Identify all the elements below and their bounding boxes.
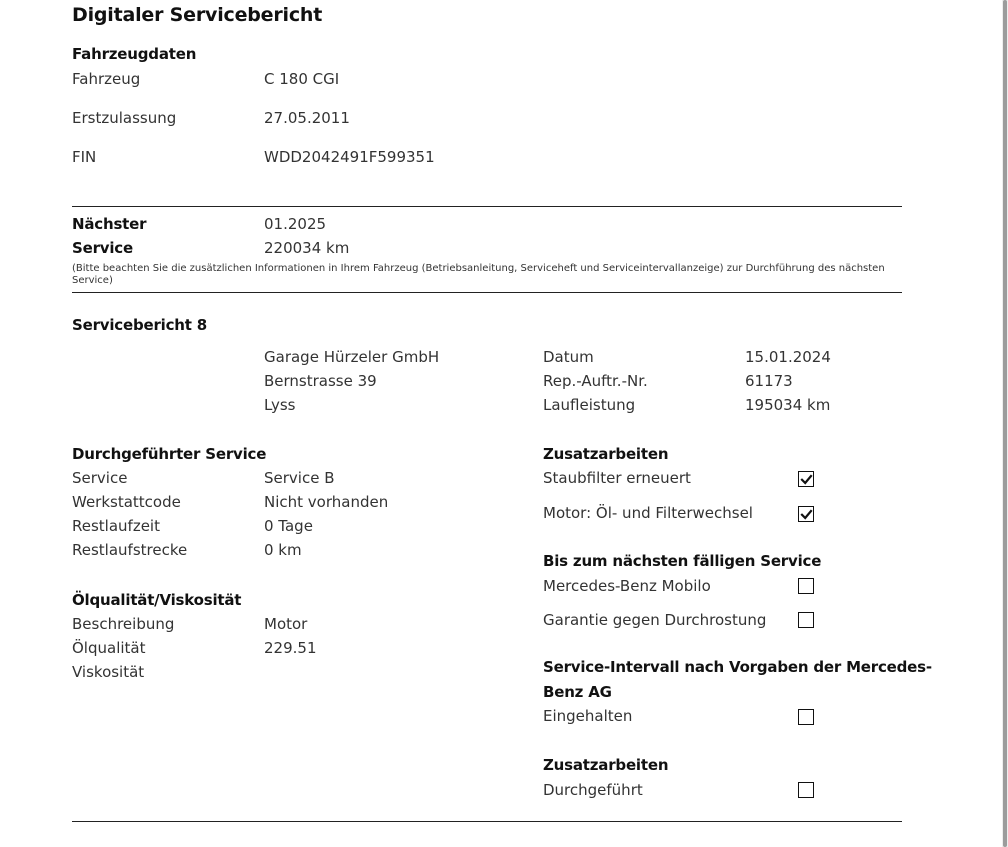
divider-middle bbox=[72, 292, 902, 293]
extra-work-label-dust-filter: Staubfilter erneuert bbox=[543, 469, 691, 487]
report-value-order: 61173 bbox=[745, 372, 793, 390]
performed-value-remaining-time: 0 Tage bbox=[264, 517, 313, 535]
interval-label-met: Eingehalten bbox=[543, 707, 633, 725]
mobilo-checkbox[interactable] bbox=[798, 578, 814, 594]
vehicle-label-registration: Erstzulassung bbox=[72, 109, 177, 127]
extra-work-heading: Zusatzarbeiten bbox=[543, 445, 669, 463]
vehicle-value-model: C 180 CGI bbox=[264, 70, 340, 88]
interval-heading-line-1: Service-Intervall nach Vorgaben der Mercedes- bbox=[543, 658, 932, 676]
oil-heading: Ölqualität/Viskosität bbox=[72, 591, 242, 609]
next-service-km: 220034 km bbox=[264, 239, 350, 257]
performed-label-code: Werkstattcode bbox=[72, 493, 181, 511]
next-service-label-1: Nächster bbox=[72, 215, 147, 233]
interval-met-checkbox[interactable] bbox=[798, 709, 814, 725]
next-service-label-2: Service bbox=[72, 239, 133, 257]
extra-work-2-label-performed: Durchgeführt bbox=[543, 781, 643, 799]
workshop-name: Garage Hürzeler GmbH bbox=[264, 348, 440, 366]
divider-bottom bbox=[72, 821, 902, 822]
next-service-date: 01.2025 bbox=[264, 215, 327, 233]
workshop-street: Bernstrasse 39 bbox=[264, 372, 377, 390]
until-next-heading: Bis zum nächsten fälligen Service bbox=[543, 552, 822, 570]
report-label-order: Rep.-Auftr.-Nr. bbox=[543, 372, 648, 390]
vehicle-label-vin: FIN bbox=[72, 148, 97, 166]
extra-work-label-oil-change: Motor: Öl- und Filterwechsel bbox=[543, 504, 753, 522]
oil-value-description: Motor bbox=[264, 615, 308, 633]
performed-value-remaining-distance: 0 km bbox=[264, 541, 302, 559]
next-service-note: (Bitte beachten Sie die zusätzlichen Informationen in Ihrem Fahrzeug (Betriebsanleitung, Serviceheft und Serviceintervallanzeige) zur Durchführung des nächsten Service) bbox=[72, 263, 885, 286]
performed-service-heading: Durchgeführter Service bbox=[72, 445, 267, 463]
oil-label-viscosity: Viskosität bbox=[72, 663, 145, 681]
page-title: Digitaler Servicebericht bbox=[72, 4, 323, 26]
checkmark-icon bbox=[800, 473, 813, 486]
performed-checkbox[interactable] bbox=[798, 782, 814, 798]
scrollbar-thumb[interactable] bbox=[1003, 0, 1007, 847]
performed-label-remaining-time: Restlaufzeit bbox=[72, 517, 160, 535]
extra-work-2-heading: Zusatzarbeiten bbox=[543, 756, 669, 774]
until-next-label-rust-warranty: Garantie gegen Durchrostung bbox=[543, 611, 767, 629]
rust-warranty-checkbox[interactable] bbox=[798, 612, 814, 628]
vehicle-value-registration: 27.05.2011 bbox=[264, 109, 350, 127]
performed-value-service: Service B bbox=[264, 469, 335, 487]
report-label-mileage: Laufleistung bbox=[543, 396, 636, 414]
performed-label-service: Service bbox=[72, 469, 128, 487]
oil-label-quality: Ölqualität bbox=[72, 639, 146, 657]
until-next-label-mobilo: Mercedes-Benz Mobilo bbox=[543, 577, 711, 595]
report-value-mileage: 195034 km bbox=[745, 396, 831, 414]
performed-label-remaining-distance: Restlaufstrecke bbox=[72, 541, 188, 559]
report-label-date: Datum bbox=[543, 348, 594, 366]
vehicle-value-vin: WDD2042491F599351 bbox=[264, 148, 435, 166]
performed-value-code: Nicht vorhanden bbox=[264, 493, 389, 511]
oil-value-quality: 229.51 bbox=[264, 639, 317, 657]
report-heading: Servicebericht 8 bbox=[72, 316, 208, 334]
oil-label-description: Beschreibung bbox=[72, 615, 175, 633]
divider-top bbox=[72, 206, 902, 207]
interval-heading-line-2: Benz AG bbox=[543, 683, 612, 701]
checkmark-icon bbox=[800, 508, 813, 521]
vehicle-label-model: Fahrzeug bbox=[72, 70, 141, 88]
workshop-city: Lyss bbox=[264, 396, 296, 414]
vehicle-heading: Fahrzeugdaten bbox=[72, 45, 197, 63]
report-value-date: 15.01.2024 bbox=[745, 348, 831, 366]
oil-change-checkbox[interactable] bbox=[798, 506, 814, 522]
dust-filter-checkbox[interactable] bbox=[798, 471, 814, 487]
